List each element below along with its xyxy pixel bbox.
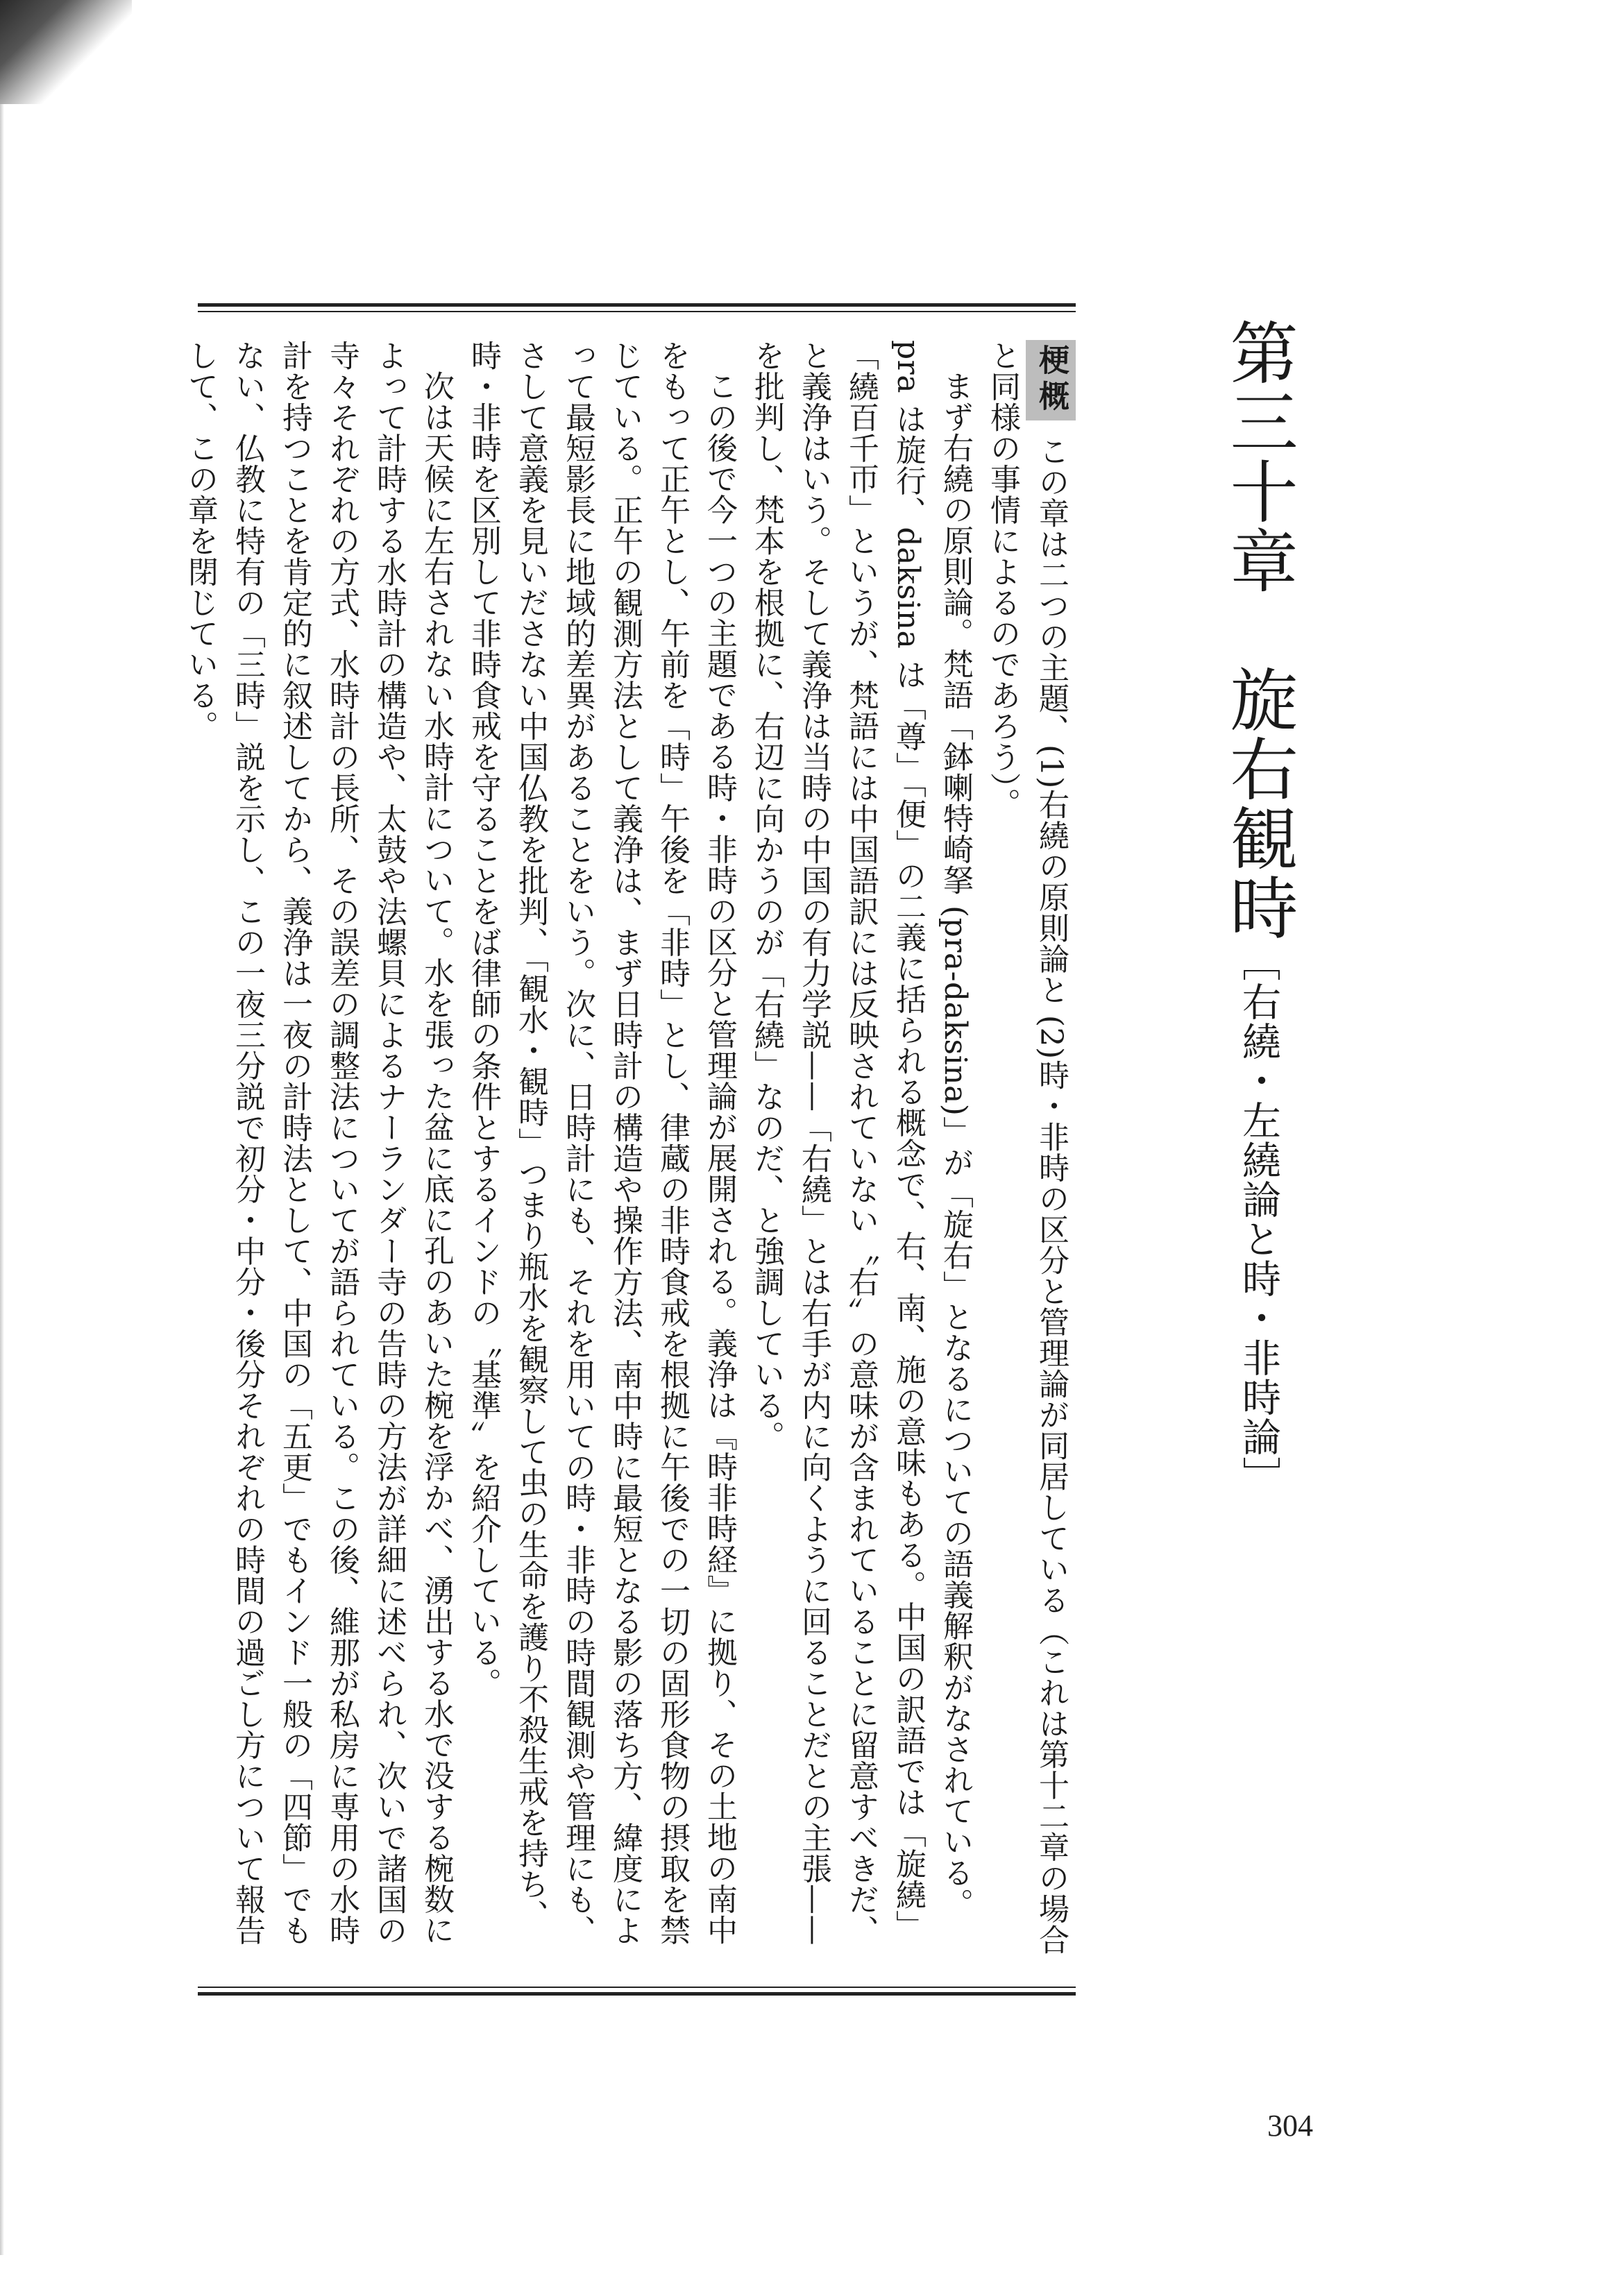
paragraph-1-text: この章は二つの主題、(1)右繞の原則論と (2)時・非時の区分と管理論が同居している（これは第十二章の場合と同様の事情によるのであろう）。 (985, 340, 1069, 1955)
title-spacer (1219, 595, 1298, 665)
page-number: 304 (1267, 2109, 1313, 2143)
paragraph-1 (979, 340, 1076, 1971)
paragraph-4: 次は天候に左右されない水時計について。水を張った盆に底に孔のあいた椀を浮かべ、湧出する水で没する椀数によって計時する水時計の構造や、太鼓や法螺貝によるナーランダー寺の告時の方法が詳細に述べられ、次いで諸国の寺々それぞれの方式、水時計の長所、その誤差の調整法についてが語られている。この後、維那が私房に専用の水時計を持つことを肯定的に叙述してから、義浄は一夜の計時法として、中国の「五更」でもインド一般の「四節」でもない、仏教に特有の「三時」説を示し、この一夜三分説で初分・中分・後分それぞれの時間の過ごし方について報告して、この章を閉じている。 (183, 340, 454, 1946)
chapter-title (1213, 318, 1303, 1496)
scan-shadow (0, 0, 132, 104)
summary-body (183, 340, 1076, 1971)
bottom-double-rule (198, 1987, 1076, 1996)
chapter-subtitle: ［右繞・左繞論と時・非時論］ (1236, 942, 1281, 1496)
scan-edge (0, 104, 4, 2255)
paragraph-2: まず右繞の原則論。梵語「鉢喇特崎拏 (pra-daksina)」が「旋右」となるについての語義解釈がなされている。pra は旋行、daksina は「尊」「便」の二義に括られる概念で、右、南、施の意味もある。中国の訳語では「旋繞」「繞百千帀」というが、梵語には中国語訳には反映されていない〝右〟の意味が含まれていることに留意すべきだ、と義浄はいう。そして義浄は当時の中国の有力学説——「右繞」とは右手が内に向くように回ることだとの主張——を批判し、梵本を根拠に、右辺に向かうのが「右繞」なのだ、と強調している。 (749, 340, 973, 1946)
top-double-rule (198, 303, 1076, 312)
summary-label: 梗概 (1026, 340, 1076, 420)
chapter-number: 第三十章 (1219, 318, 1298, 595)
paragraph-3: この後で今一つの主題である時・非時の区分と管理論が展開される。義浄は『時非時経』に拠り、その土地の南中をもって正午とし、午前を「時」午後を「非時」とし、律蔵の非時食戒を根拠に午後での一切の固形食物の摂取を禁じている。正午の観測方法として義浄は、まず日時計の構造や操作方法、南中時に最短となる影の落ち方、緯度によって最短影長に地域的差異があることをいう。次に、日時計にも、それを用いての時・非時の時間観測や管理にも、さして意義を見いださない中国仏教を批判、「観水・観時」つまり瓶水を観察して虫の生命を護り不殺生戒を持ち、時・非時を区別して非時食戒を守ることをば律師の条件とするインドの〝基準〟を紹介している。 (466, 340, 737, 1946)
chapter-main-title: 旋右観時 (1219, 665, 1298, 942)
